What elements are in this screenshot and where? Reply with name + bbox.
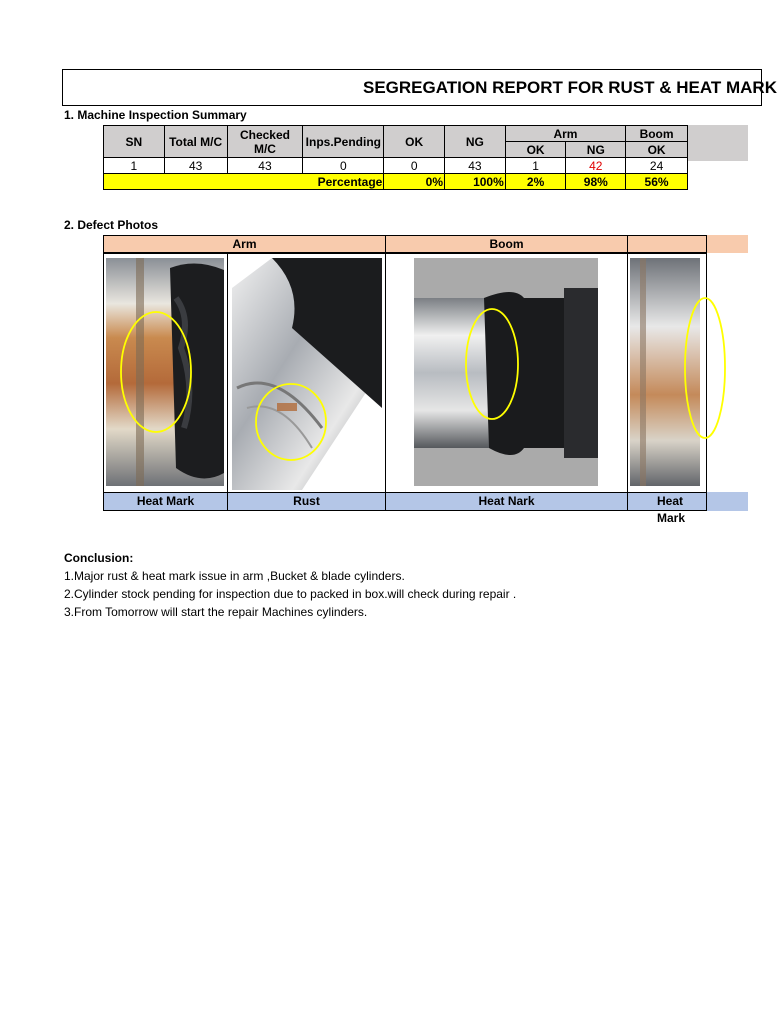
header-pending: Inps.Pending: [303, 126, 384, 158]
photo-label-4: Heat Mark: [627, 492, 707, 511]
cell-boom-ok: 24: [626, 158, 688, 174]
header-band-overflow: [688, 125, 748, 161]
photo-label-3: Heat Nark: [385, 492, 628, 511]
photo-cell-1: [103, 253, 228, 493]
conclusion-line-2: 2.Cylinder stock pending for inspection due to packed in box.will check during repair .: [64, 587, 517, 601]
header-checked: Checked M/C: [227, 126, 303, 158]
page-title: SEGREGATION REPORT FOR RUST & HEAT MARK: [363, 78, 777, 97]
boom-heat-mark-photo: [414, 258, 598, 486]
photo-label-1: Heat Mark: [103, 492, 228, 511]
header-sn: SN: [104, 126, 165, 158]
cell-pending: 0: [303, 158, 384, 174]
photo-cell-3: [385, 253, 628, 493]
conclusion-heading: Conclusion:: [64, 551, 134, 565]
header-boom: Boom: [626, 126, 688, 142]
title-box: [62, 69, 777, 106]
header-arm-ng: NG: [566, 142, 626, 158]
percentage-label: Percentage: [104, 174, 384, 190]
photo-group-third: [627, 235, 707, 253]
percentage-row: [104, 174, 688, 190]
photo-group-boom: Boom: [385, 235, 628, 253]
conclusion-line-1: 1.Major rust & heat mark issue in arm ,Bucket & blade cylinders.: [64, 569, 405, 583]
summary-data-row: [104, 158, 688, 174]
cell-ok: 0: [384, 158, 445, 174]
percentage-arm-ok: 2%: [505, 174, 566, 190]
photo-group-arm: Arm: [103, 235, 386, 253]
cell-ng: 43: [445, 158, 506, 174]
header-arm: Arm: [505, 126, 625, 142]
summary-section-title: 1. Machine Inspection Summary: [64, 108, 247, 122]
defects-section-title: 2. Defect Photos: [64, 218, 159, 232]
header-arm-ok: OK: [505, 142, 566, 158]
boom-heat-mark-photo-2: [630, 258, 700, 486]
header-ng: NG: [445, 126, 506, 158]
conclusion-block: [64, 549, 516, 621]
conclusion-line-3: 3.From Tomorrow will start the repair Machines cylinders.: [64, 605, 368, 619]
percentage-boom-ok: 56%: [626, 174, 688, 190]
summary-header-row: [104, 126, 688, 142]
header-ok: OK: [384, 126, 445, 158]
percentage-ng: 100%: [445, 174, 506, 190]
cell-arm-ok: 1: [505, 158, 566, 174]
header-total: Total M/C: [164, 126, 227, 158]
cell-sn: 1: [104, 158, 165, 174]
arm-heat-mark-photo: [106, 258, 224, 486]
cell-arm-ng: 42: [566, 158, 626, 174]
cell-total: 43: [164, 158, 227, 174]
cell-checked: 43: [227, 158, 303, 174]
percentage-arm-ng: 98%: [566, 174, 626, 190]
inspection-summary-table: [103, 125, 688, 190]
photo-cell-4: [627, 253, 707, 493]
header-boom-ok: OK: [626, 142, 688, 158]
arm-rust-photo: [232, 258, 382, 490]
percentage-ok: 0%: [384, 174, 445, 190]
photo-label-2: Rust: [227, 492, 386, 511]
photo-cell-2: [227, 253, 386, 493]
